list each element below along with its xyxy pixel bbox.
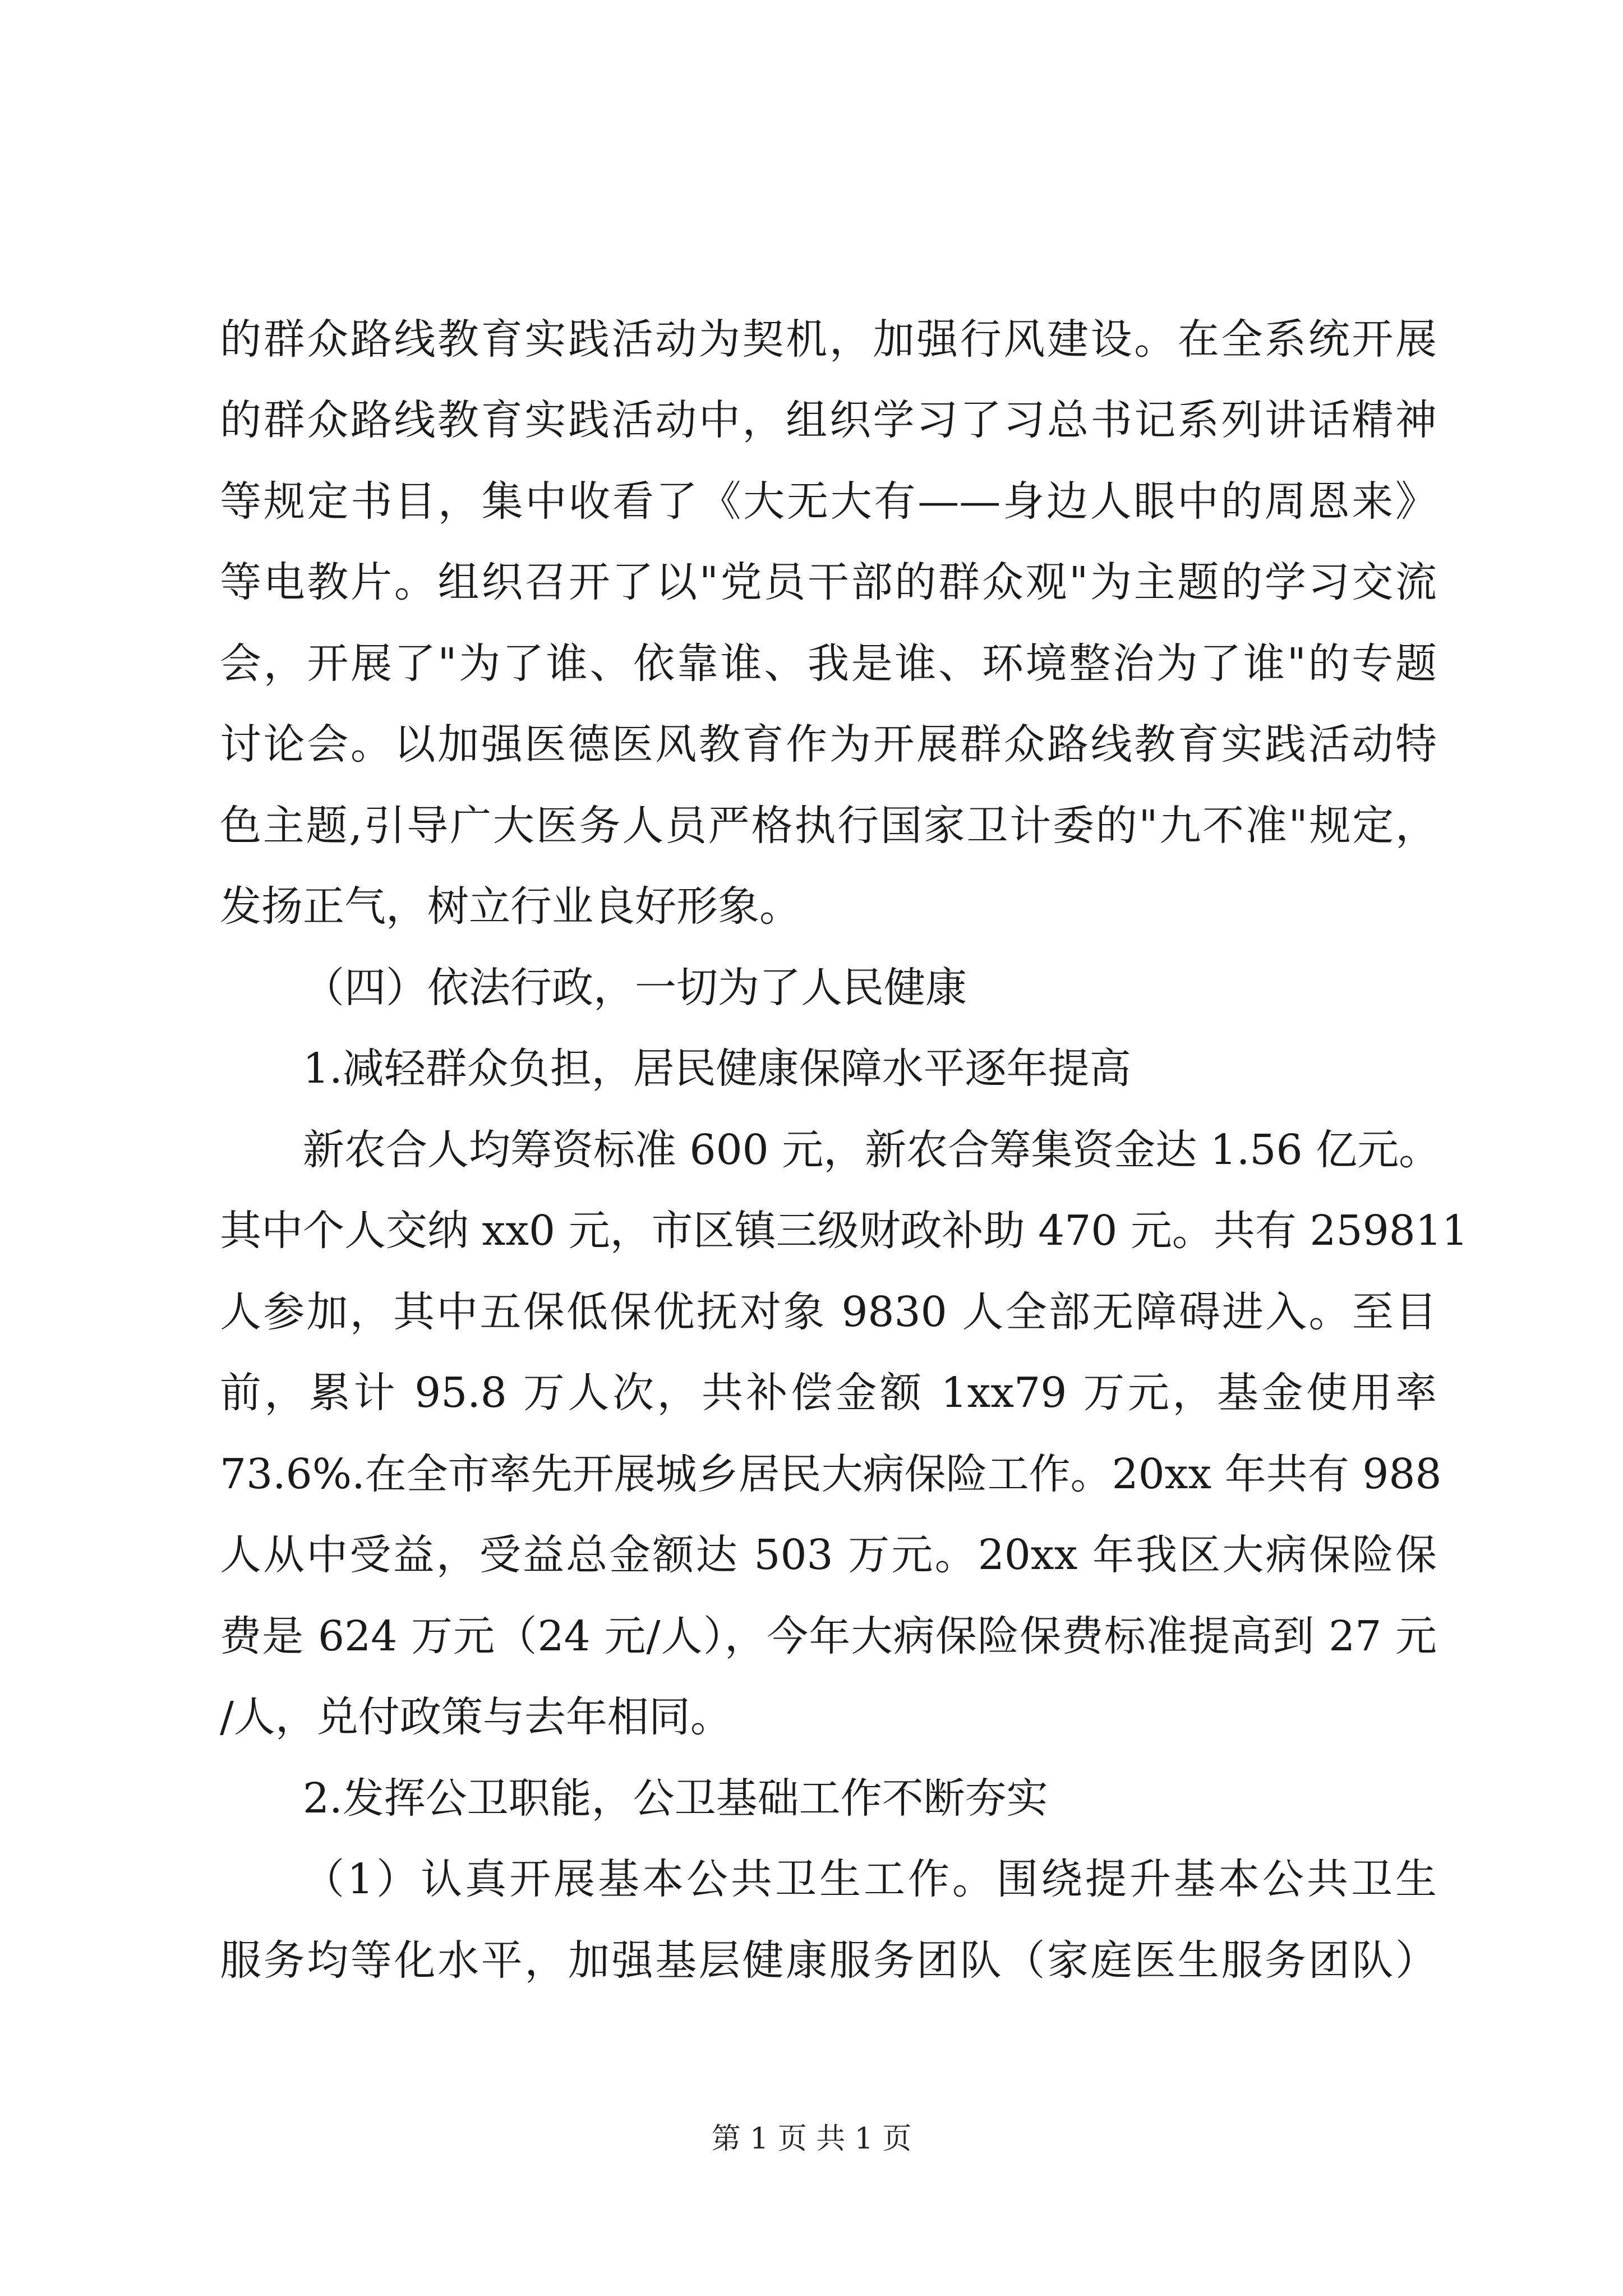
paragraph-line-5: 会，开展了"为了谁、依靠谁、我是谁、环境整治为了谁"的专题 (220, 639, 1437, 688)
paragraph-line-3: 等规定书目，集中收看了《大无大有——身边人眼中的周恩来》 (220, 477, 1437, 526)
subsection-heading-2: 2.发挥公卫职能，公卫基础工作不断夯实 (303, 1774, 1048, 1823)
paragraph-line-17: （1）认真开展基本公共卫生工作。围绕提升基本公共卫生 (303, 1855, 1437, 1904)
paragraph-line-15: 费是 624 万元（24 元/人），今年大病保险保费标准提高到 27 元 (220, 1612, 1437, 1660)
paragraph-line-7: 色主题,引导广大医务人员严格执行国家卫计委的"九不准"规定， (220, 801, 1437, 850)
paragraph-line-6: 讨论会。以加强医德医风教育作为开展群众路线教育实践活动特 (220, 720, 1437, 769)
paragraph-line-14: 人从中受益，受益总金额达 503 万元。20xx 年我区大病保险保 (220, 1531, 1437, 1580)
paragraph-line-2: 的群众路线教育实践活动中，组织学习了习总书记系列讲话精神 (220, 396, 1437, 445)
paragraph-line-12: 前，累计 95.8 万人次，共补偿金额 1xx79 万元，基金使用率 (220, 1369, 1437, 1418)
paragraph-line-9: 新农合人均筹资标准 600 元，新农合筹集资金达 1.56 亿元。 (303, 1125, 1441, 1174)
section-heading-4: （四）依法行政，一切为了人民健康 (303, 963, 967, 1012)
page-number-footer: 第 1 页 共 1 页 (711, 2122, 912, 2156)
paragraph-line-18: 服务均等化水平，加强基层健康服务团队（家庭医生服务团队） (220, 1936, 1437, 1985)
paragraph-line-10: 其中个人交纳 xx0 元，市区镇三级财政补助 470 元。共有 259811 (220, 1207, 1468, 1255)
paragraph-line-13: 73.6%.在全市率先开展城乡居民大病保险工作。20xx 年共有 988 (220, 1450, 1442, 1498)
paragraph-line-16: /人，兑付政策与去年相同。 (220, 1693, 732, 1742)
subsection-heading-1: 1.减轻群众负担，居民健康保障水平逐年提高 (303, 1045, 1131, 1093)
paragraph-line-4: 等电教片。组织召开了以"党员干部的群众观"为主题的学习交流 (220, 558, 1437, 607)
paragraph-line-11: 人参加，其中五保低保优抚对象 9830 人全部无障碍进入。至目 (220, 1287, 1437, 1336)
paragraph-line-8: 发扬正气，树立行业良好形象。 (220, 882, 801, 931)
paragraph-line-1: 的群众路线教育实践活动为契机，加强行风建设。在全系统开展 (220, 315, 1437, 364)
